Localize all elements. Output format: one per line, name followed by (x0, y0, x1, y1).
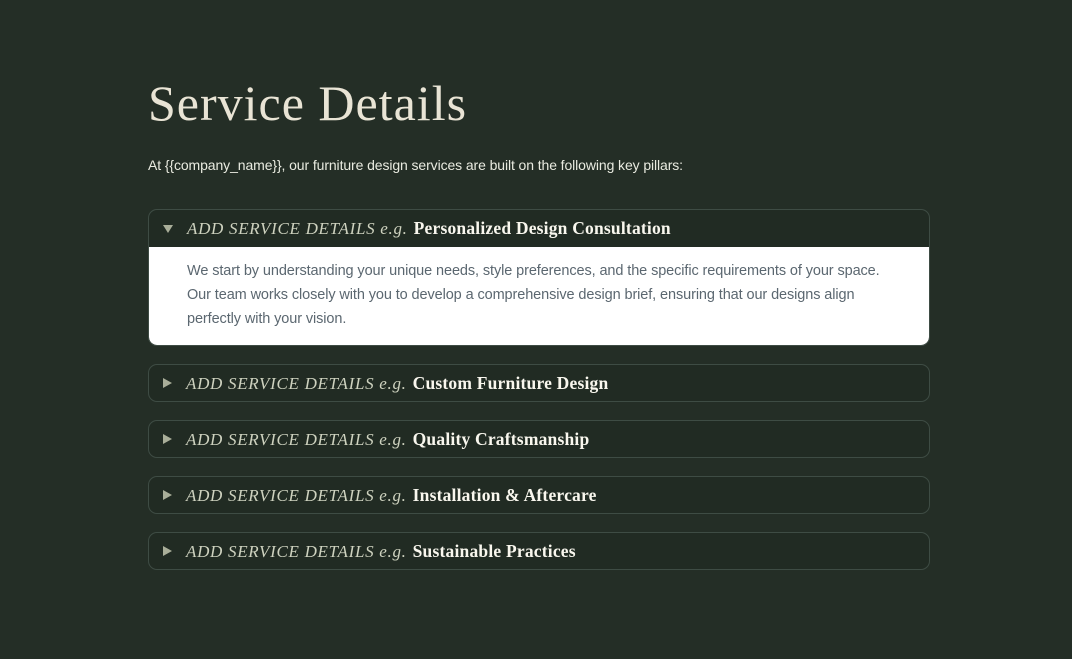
accordion-label (186, 485, 597, 506)
accordion-header-quality-craftsmanship[interactable] (149, 421, 929, 457)
accordion-label-prefix: ADD SERVICE DETAILS e.g. (186, 429, 407, 449)
accordion-label-title: Quality Craftsmanship (412, 428, 590, 449)
accordion-label-title: Sustainable Practices (412, 540, 576, 561)
triangle-down-icon (163, 225, 173, 233)
accordion-label-prefix: ADD SERVICE DETAILS e.g. (186, 373, 407, 393)
accordion-header-custom-furniture-design[interactable] (149, 365, 929, 401)
accordion-label-title: Personalized Design Consultation (413, 218, 671, 238)
accordion-item-custom-furniture-design (148, 364, 930, 402)
accordion-label-prefix: ADD SERVICE DETAILS e.g. (187, 219, 408, 238)
accordion-label (186, 373, 608, 394)
triangle-right-icon (163, 434, 172, 444)
accordion-header-sustainable-practices[interactable] (149, 533, 929, 569)
accordion-panel-personalized-design-consultation (149, 247, 929, 345)
accordion-label (186, 541, 576, 562)
accordion-item-personalized-design-consultation (148, 209, 930, 346)
page-title: Service Details (148, 75, 468, 131)
accordion-item-quality-craftsmanship (148, 420, 930, 458)
triangle-right-icon (163, 378, 172, 388)
services-accordion (148, 209, 930, 570)
accordion-panel-text: We start by understanding your unique needs, style preferences, and the specific requirements of your space. Our team works closely with you to develop a comprehensive design brief, ensuring that our designs align perfectly with your vision. (187, 263, 880, 327)
accordion-item-sustainable-practices (148, 532, 930, 570)
triangle-right-icon (163, 546, 172, 556)
triangle-right-icon (163, 490, 172, 500)
accordion-header-installation-aftercare[interactable] (149, 477, 929, 513)
accordion-item-installation-aftercare (148, 476, 930, 514)
page-content (148, 0, 930, 588)
accordion-label-title: Custom Furniture Design (412, 372, 609, 393)
accordion-label-prefix: ADD SERVICE DETAILS e.g. (186, 485, 407, 505)
accordion-label (187, 218, 671, 239)
accordion-header-personalized-design-consultation[interactable] (149, 210, 929, 247)
intro-text: At {{company_name}}, our furniture design services are built on the following key pillars: (148, 157, 683, 173)
accordion-label-title: Installation & Aftercare (412, 484, 597, 505)
accordion-label (186, 429, 589, 450)
accordion-label-prefix: ADD SERVICE DETAILS e.g. (186, 541, 407, 561)
